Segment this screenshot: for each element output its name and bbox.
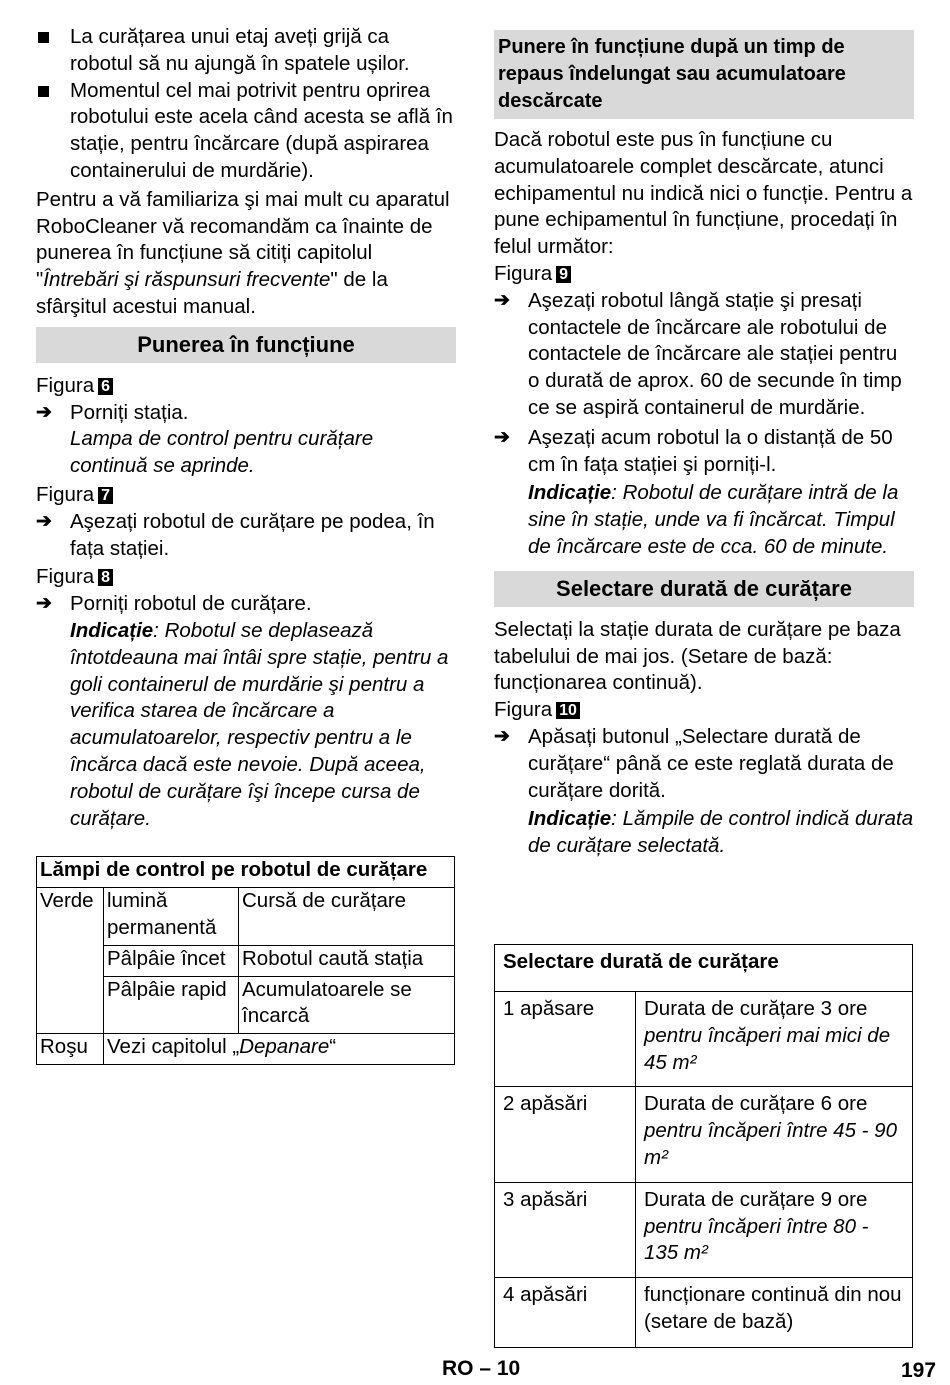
arrow-right-icon: ➔ — [494, 289, 510, 311]
arrow-right-icon: ➔ — [36, 401, 52, 423]
paragraph: Selectați la stație durata de curățare pe baza tabelului de mai jos. (Setare de bază: funcționarea continuă). — [494, 617, 901, 695]
step-item: ➔ Aşezați robotul de curățare pe podea, în fața stației. — [36, 509, 435, 560]
arrow-right-icon: ➔ — [36, 593, 52, 615]
figure-number-badge: 9 — [556, 266, 571, 283]
step-item: ➔ Aşezați robotul lângă stație şi presați contactele de încărcare ale robotului de contactele de încărcare ale stației pentru o durată de aprox. 60 de secunde în timp ce se aspiră containerul de murdărie. — [494, 288, 902, 419]
note: Indicație: Robotul de curățare intră de la sine în stație, unde va fi încărcat. Timpul de încărcare este de cca. 60 de minute. — [528, 481, 899, 558]
table-header: Lămpi de control pe robotul de curățare — [37, 857, 455, 888]
figure-ref: Figura 10 — [494, 697, 914, 724]
arrow-right-icon: ➔ — [494, 426, 510, 448]
note: Indicație: Lămpile de control indică durata de curățare selectată. — [528, 807, 914, 858]
table-row: Pâlpâie încet Robotul caută stația — [37, 945, 455, 976]
section-heading: Selectare durată de curățare — [494, 571, 914, 607]
figure-ref: Figura 7 — [36, 482, 456, 509]
cleaning-duration-table — [494, 944, 913, 1348]
note: Indicație: Robotul se deplasează întotdeauna mai întâi spre stație, pentru a goli containerul de murdărie şi pentru a verifica starea de încărcare a acumulatoarelor, respectiv pentru a le încărca dacă este nevoie. După aceea, robotul de curățare îşi începe cursa de curățare. — [70, 618, 449, 830]
square-bullet-icon — [38, 32, 49, 43]
arrow-right-icon: ➔ — [494, 725, 510, 747]
table-row: Pâlpâie rapid Acumulatoarele se încarcă — [37, 976, 455, 1034]
step-item: ➔ Porniți stația. — [36, 400, 456, 427]
table-row: 1 apăsare Durata de curățare 3 ore pentru încăperi mai mici de 45 m² — [495, 992, 913, 1087]
section-page-label: RO – 10 — [442, 1357, 521, 1380]
table-row: Roşu Vezi capitolul „Depanare“ — [37, 1034, 455, 1065]
step-item: ➔ Porniți robotul de curățare. — [36, 591, 456, 618]
figure-ref: Figura 8 — [36, 564, 456, 591]
control-lamps-table — [36, 856, 455, 1065]
right-column — [494, 24, 914, 1344]
table-row: 2 apăsări Durata de curățare 6 ore pentru încăperi între 45 - 90 m² — [495, 1087, 913, 1182]
list-item: La curățarea unui etaj aveți grijă ca robotul să nu ajungă în spatele ușilor. — [36, 24, 456, 78]
figure-number-badge: 10 — [556, 702, 580, 719]
figure-number-badge: 8 — [98, 569, 113, 586]
table-header: Selectare durată de curățare — [495, 945, 913, 992]
square-bullet-icon — [38, 86, 49, 97]
figure-number-badge: 7 — [98, 487, 113, 504]
table-row: 4 apăsări funcționare continuă din nou (setare de bază) — [495, 1278, 913, 1348]
arrow-right-icon: ➔ — [36, 510, 52, 532]
figure-ref: Figura 9 — [494, 261, 914, 288]
intro-paragraph: Pentru a vă familiariza şi mai mult cu aparatul RoboCleaner vă recomandăm ca înainte de punerea în funcțiune să citiți capitolul "Întrebări şi răspunsuri frecvente" de la sfârşitul acestui manual. — [36, 187, 450, 318]
page-number: 197 — [901, 1359, 937, 1382]
table-row: Verde lumină permanentă Cursă de curățare — [37, 888, 455, 946]
section-heading: Punerea în funcțiune — [36, 327, 456, 363]
paragraph: Dacă robotul este pus în funcțiune cu acumulatoarele complet descărcate, atunci echipamentul nu indică nici o funcție. Pentru a pune echipamentul în funcțiune, procedați în felul următor: — [494, 128, 913, 259]
table-row: 3 apăsări Durata de curățare 9 ore pentru încăperi între 80 - 135 m² — [495, 1182, 913, 1277]
left-column — [36, 24, 456, 1065]
figure-ref: Figura 6 — [36, 373, 456, 400]
step-item: ➔ Aşezați acum robotul la o distanță de 50 cm în fața stației şi porniți-l. — [494, 425, 893, 476]
list-item: Momentul cel mai potrivit pentru oprirea robotului este acela când acesta se află în stație, pentru încărcare (după aspirarea containerului de murdărie). — [36, 78, 456, 185]
section-heading: Punere în funcțiune după un timp de repaus îndelungat sau acumulatoare descărcate — [494, 30, 914, 119]
step-result: Lampa de control pentru curățare continuă se aprinde. — [70, 427, 374, 478]
step-item: ➔ Apăsați butonul „Selectare durată de curățare“ până ce este reglată durata de curățare dorită. — [494, 724, 894, 802]
figure-number-badge: 6 — [98, 378, 113, 395]
